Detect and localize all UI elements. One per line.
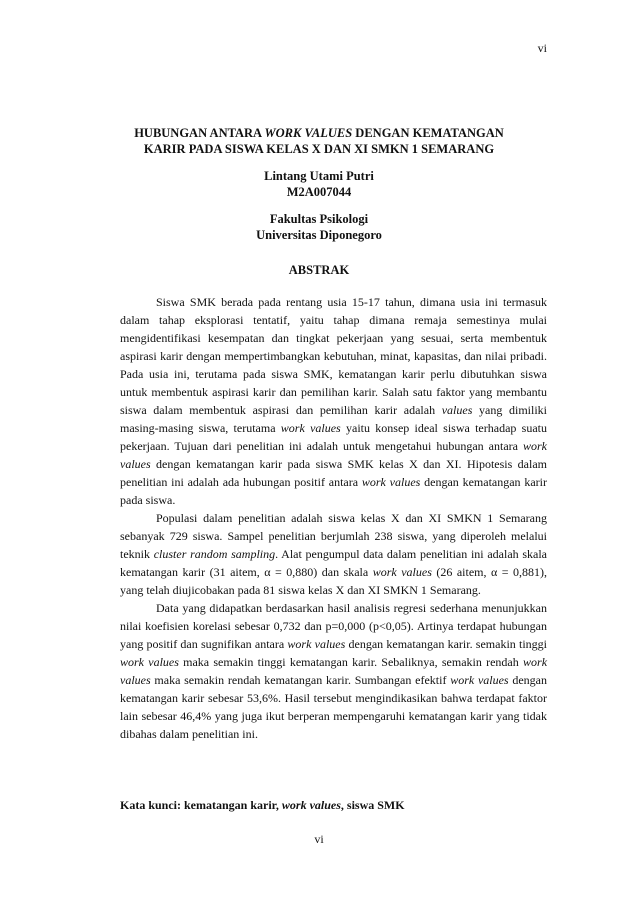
- page-number-bottom: vi: [314, 832, 324, 846]
- keywords-line: [120, 798, 547, 813]
- abstract-paragraph-2: [120, 509, 547, 599]
- italic-term: work values: [281, 798, 341, 812]
- text-run: dengan kematangan karir pada siswa.: [120, 475, 548, 507]
- title-text: DENGAN KEMATANGAN: [352, 126, 504, 140]
- italic-term: work values: [361, 475, 421, 489]
- italic-term: work values: [287, 637, 346, 651]
- author-id: M2A007044: [286, 185, 352, 199]
- abstract-heading: ABSTRAK: [288, 263, 350, 277]
- abstract-body: [120, 293, 547, 743]
- page-number-top: vi: [537, 41, 547, 55]
- abstract-paragraph-3: [120, 599, 547, 743]
- italic-term: work values: [120, 439, 547, 471]
- text-run: Populasi dalam penelitian adalah siswa kelas X dan XI SMKN 1 Semarang sebanyak 729 siswa. Sampel penelitian berjumlah 238 siswa, yang diperoleh melalui teknik: [120, 511, 547, 561]
- abstract-paragraph-1: [120, 293, 547, 509]
- italic-term: cluster random sampling: [153, 547, 276, 561]
- university-name: Universitas Diponegoro: [256, 228, 382, 242]
- text-run: . Alat pengumpul data dalam penelitian ini adalah skala kematangan karir (31 aitem, α = 0,880) dan skala: [120, 547, 548, 579]
- text-run: , siswa SMK: [340, 798, 405, 812]
- text-run: yaitu konsep ideal siswa terhadap suatu pekerjaan. Tujuan dari penelitian ini adalah untuk mengetahui hubungan antara: [120, 421, 547, 453]
- author-name: Lintang Utami Putri: [264, 169, 374, 183]
- italic-term: work values: [372, 565, 432, 579]
- text-run: maka semakin tinggi kematangan karir. Sebaliknya, semakin rendah: [178, 655, 524, 669]
- faculty-name: Fakultas Psikologi: [269, 212, 369, 226]
- text-run: dengan kematangan karir sebesar 53,6%. Hasil tersebut mengindikasikan bahwa terdapat faktor lain sebesar 46,4% yang juga ikut berperan mempengaruhi kematangan karir yang tidak dibahas dalam penelitian ini.: [120, 673, 548, 741]
- italic-term: work values: [120, 655, 179, 669]
- paper-title: [100, 125, 538, 157]
- italic-term: values: [441, 403, 473, 417]
- text-run: dengan kematangan karir. semakin tinggi: [345, 637, 548, 651]
- italic-term: work values: [450, 673, 509, 687]
- italic-term: work values: [120, 655, 548, 687]
- title-text: HUBUNGAN ANTARA: [134, 126, 265, 140]
- text-run: Data yang didapatkan berdasarkan hasil analisis regresi sederhana menunjukkan nilai koefisien korelasi sebesar 0,732 dan p=0,000 (p<0,05). Artinya terdapat hubungan yang positif dan sugnifikan antara: [120, 601, 547, 651]
- text-run: dengan kematangan karir pada siswa SMK kelas X dan XI. Hipotesis dalam penelitian ini adalah ada hubungan positif antara: [120, 457, 547, 489]
- text-run: (26 aitem, α = 0,881), yang telah diujicobakan pada 81 siswa kelas X dan XI SMKN 1 Semarang.: [120, 565, 548, 597]
- text-run: yang dimiliki masing-masing siswa, terutama: [120, 403, 547, 435]
- text-run: maka semakin rendah kematangan karir. Sumbangan efektif: [150, 673, 451, 687]
- title-emphasis: WORK VALUES: [264, 126, 353, 140]
- author-block: [100, 168, 538, 200]
- title-line-2: KARIR PADA SISWA KELAS X DAN XI SMKN 1 SEMARANG: [143, 142, 495, 156]
- italic-term: work values: [280, 421, 341, 435]
- text-run: Siswa SMK berada pada rentang usia 15-17 tahun, dimana usia ini termasuk dalam tahap eksplorasi tentatif, yaitu tahap dimana remaja semestinya mulai mengidentifikasi kesempatan dan tingkat pekerjaan yang sesuai, serta membentuk aspirasi karir dengan mempertimbangkan kebutuhan, minat, kapasitas, dan nilai pribadi. Pada usia ini, terutama pada siswa SMK, kematangan karir perlu dibutuhkan siswa untuk membentuk aspirasi karir dan pemilihan karir. Salah satu faktor yang membantu siswa dalam membentuk aspirasi dan pemilihan karir adalah: [120, 295, 547, 417]
- affiliation-block: [100, 211, 538, 243]
- text-run: Kata kunci: kematangan karir,: [120, 798, 282, 812]
